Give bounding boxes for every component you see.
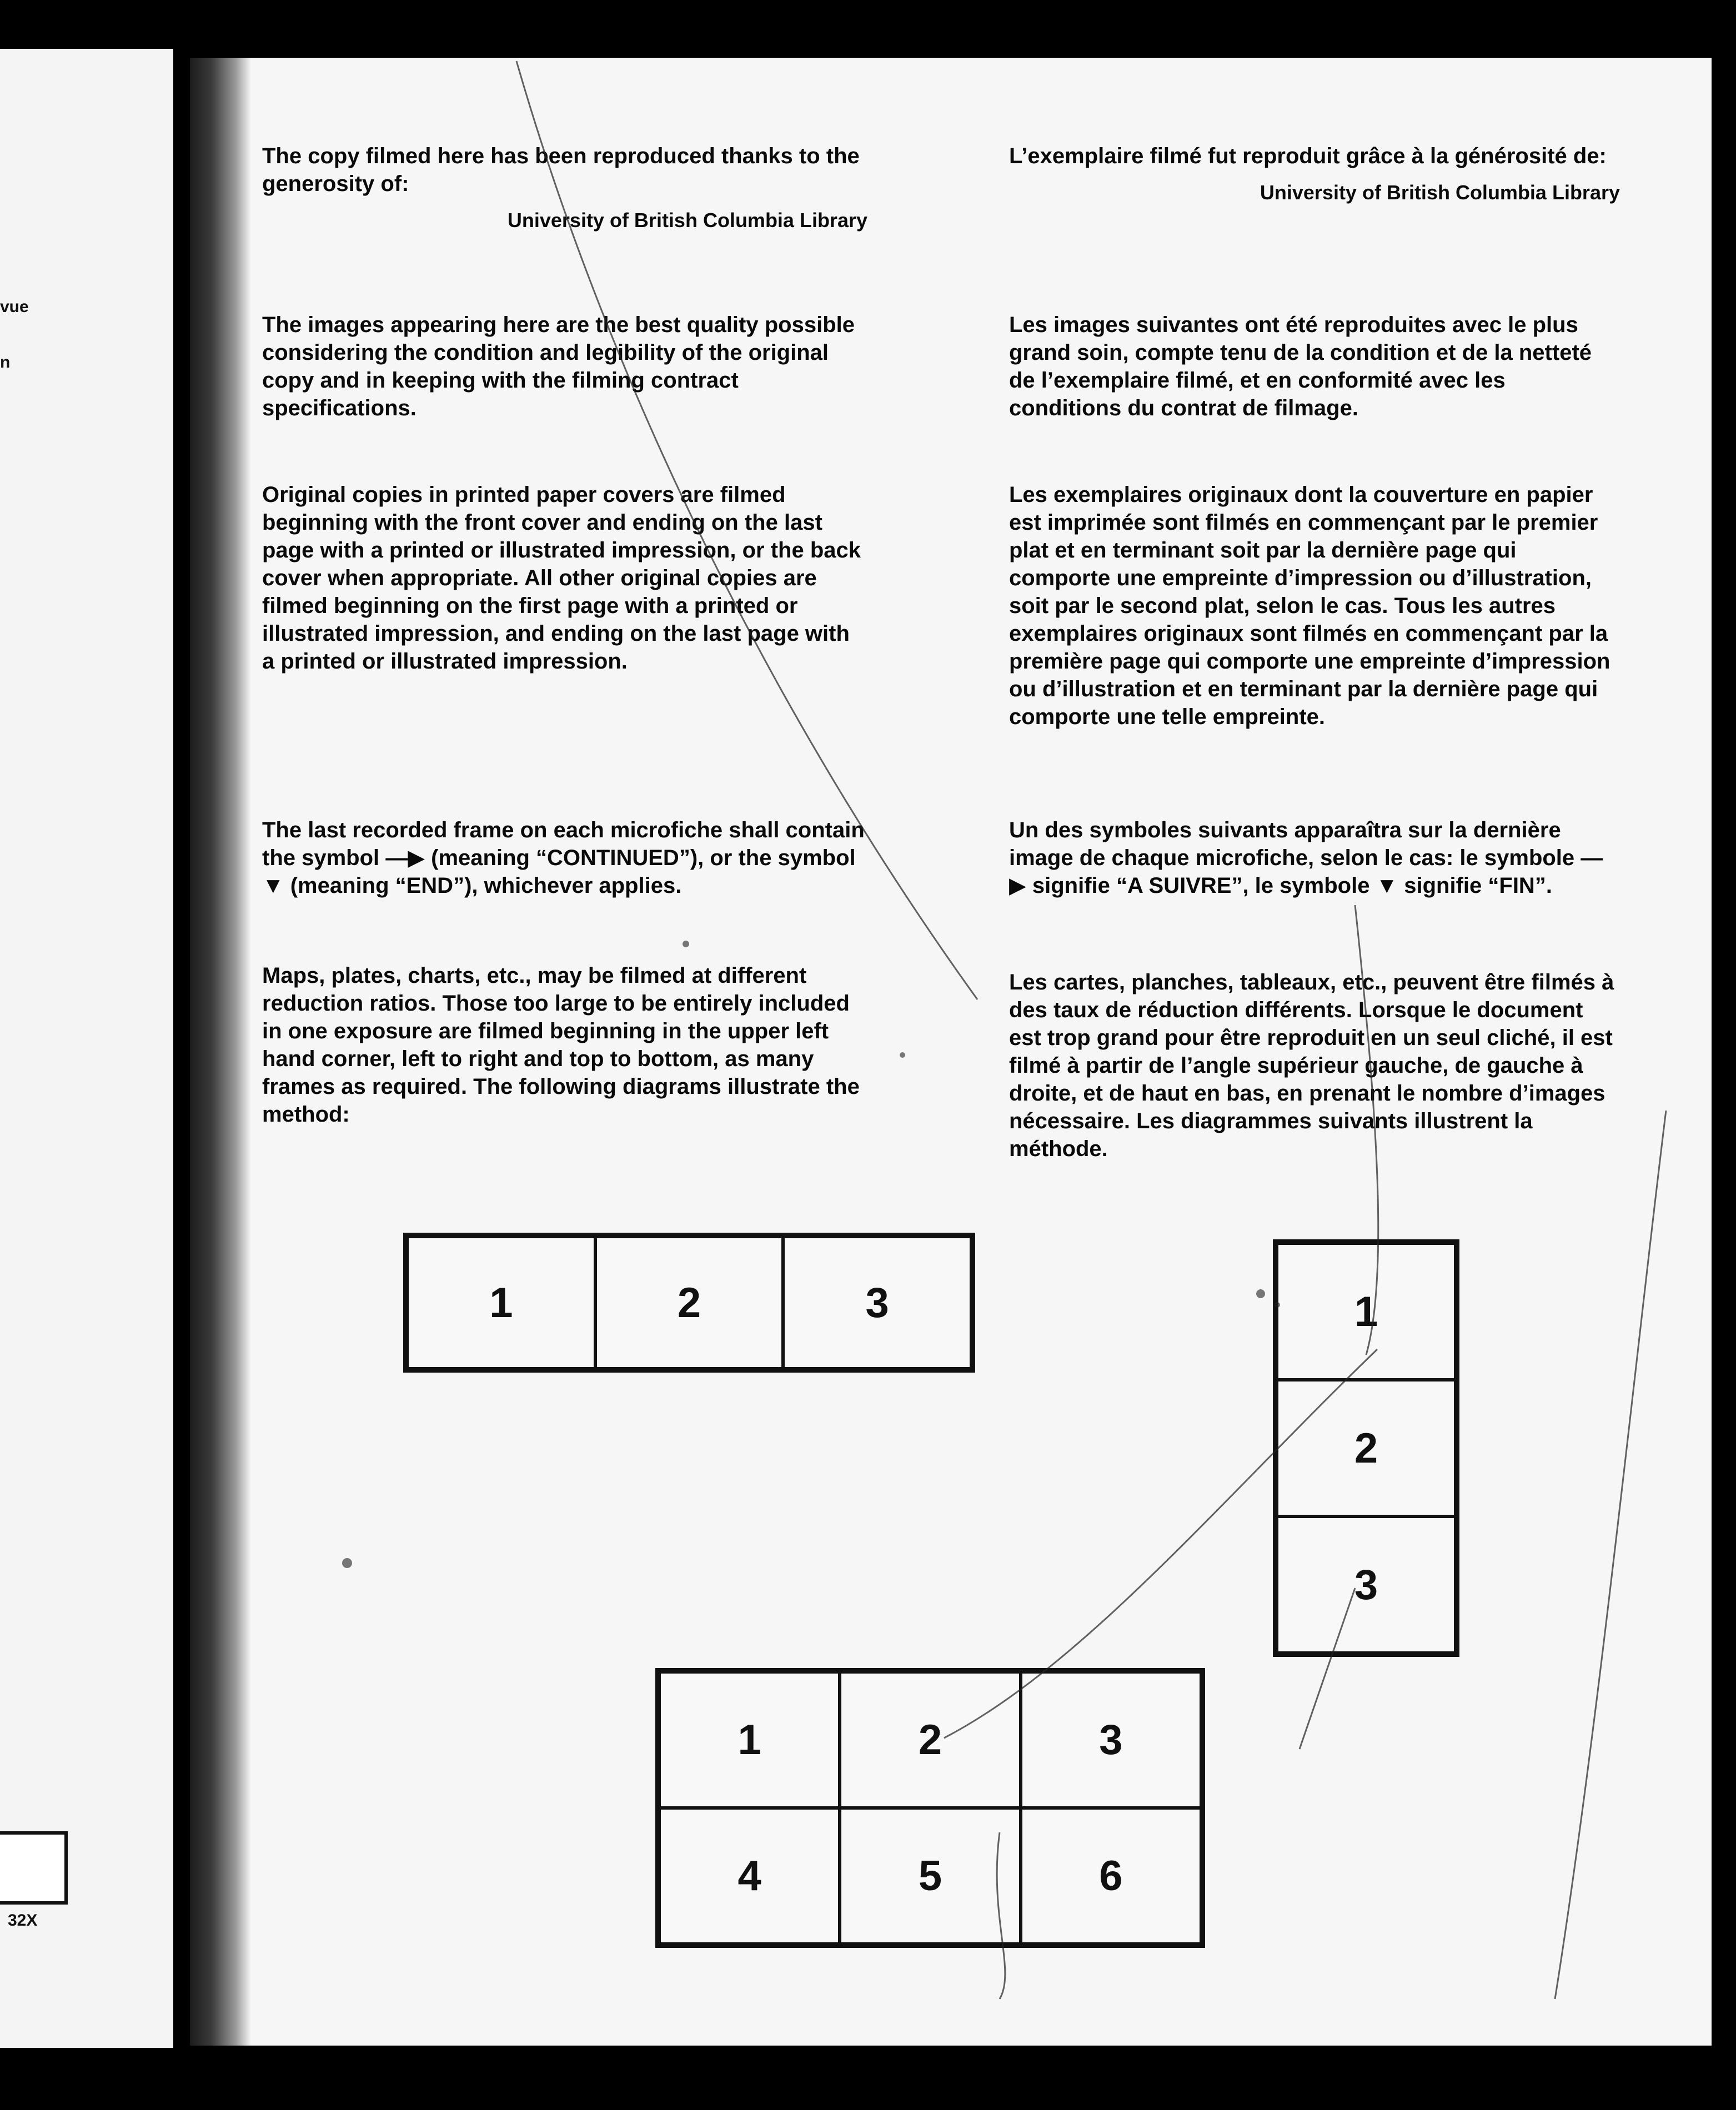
library-name: University of British Columbia Library: [507, 209, 867, 232]
frame-cell: 3: [1277, 1516, 1456, 1653]
diagram-two-by-three: [655, 1668, 1205, 1948]
frame-cell: 2: [840, 1672, 1020, 1808]
previous-page-strip: [0, 49, 173, 2048]
resolution-target-box: [0, 1831, 68, 1905]
maps-paragraph-fr: Les cartes, planches, tableaux, etc., peuvent être filmés à des taux de réduction différents. Lorsque le document est trop grand pour être reproduit en un seul cliché, il est filmé à partir de l’angle supérieur gauche, de gauche à droite, et de haut en bas, en prenant le nombre d’images nécessaire. Les diagrammes suivants illustrent la méthode.: [1009, 970, 1614, 1161]
frame-cell: 1: [659, 1672, 840, 1808]
frame-cell: 2: [1277, 1380, 1456, 1516]
magnification-label: 32X: [8, 1911, 38, 1930]
frame-cell: 1: [1277, 1243, 1456, 1380]
microfiche-notice-page: [190, 58, 1712, 2046]
frame-cell: 4: [659, 1808, 840, 1944]
library-name-fr: University of British Columbia Library: [1260, 181, 1620, 204]
frame-cell: 3: [1021, 1672, 1201, 1808]
credit-intro-fr: L’exemplaire filmé fut reproduit grâce à la générosité de:: [1009, 144, 1607, 168]
film-gutter: [173, 49, 190, 2048]
frame-cell: 6: [1021, 1808, 1201, 1944]
frame-cell: 1: [407, 1237, 595, 1369]
fragment-text: vue: [0, 298, 29, 316]
symbols-paragraph-fr: Un des symboles suivants apparaîtra sur la dernière image de chaque microfiche, selon le cas: le symbole —▶ signifie “A SUIVRE”, le symbole ▼ signifie “FIN”.: [1009, 818, 1603, 898]
diagram-column-of-three: [1273, 1239, 1459, 1657]
quality-paragraph-fr: Les images suivantes ont été reproduites avec le plus grand soin, compte tenu de la condition et de la netteté de l’exemplaire filmé, et en conformité avec les conditions du contrat de filmage.: [1009, 313, 1592, 420]
symbols-paragraph: The last recorded frame on each microfiche shall contain the symbol —▶ (meaning “CONTINUED”), or the symbol ▼ (meaning “END”), whichever applies.: [262, 818, 865, 898]
fragment-text: n: [0, 353, 11, 371]
english-column: [262, 142, 867, 234]
originals-paragraph: Original copies in printed paper covers are filmed beginning with the front cover and ending on the last page with a printed or illustrated impression, or the back cover when appropriate. All other original copies are filmed beginning on the first page with a printed or illustrated impression, and ending on the last page with a printed or illustrated impression.: [262, 483, 861, 674]
originals-paragraph-fr: Les exemplaires originaux dont la couverture en papier est imprimée sont filmés en commençant par le premier plat et en terminant soit par la dernière page qui comporte une empreinte d’impression ou d’illustration, soit par le second plat, selon le cas. Tous les autres exemplaires originaux sont filmés en commençant par la première page qui comporte une empreinte d’impression ou d’illustration et en terminant par la dernière page qui comporte une telle empreinte.: [1009, 483, 1610, 729]
quality-paragraph: The images appearing here are the best quality possible considering the condition and legibility of the original copy and in keeping with the filming contract specifications.: [262, 313, 855, 420]
frame-cell: 5: [840, 1808, 1020, 1944]
maps-paragraph: Maps, plates, charts, etc., may be filmed at different reduction ratios. Those too large to be entirely included in one exposure are filmed beginning in the upper left hand corner, left to right and top to bottom, as many frames as required. The following diagrams illustrate the method:: [262, 963, 860, 1127]
binding-shadow: [190, 58, 251, 2046]
credit-intro: The copy filmed here has been reproduced thanks to the generosity of:: [262, 144, 860, 196]
diagram-row-of-three: [403, 1233, 975, 1373]
frame-cell: 2: [595, 1237, 784, 1369]
frame-cell: 3: [783, 1237, 971, 1369]
french-column: [1009, 142, 1620, 207]
